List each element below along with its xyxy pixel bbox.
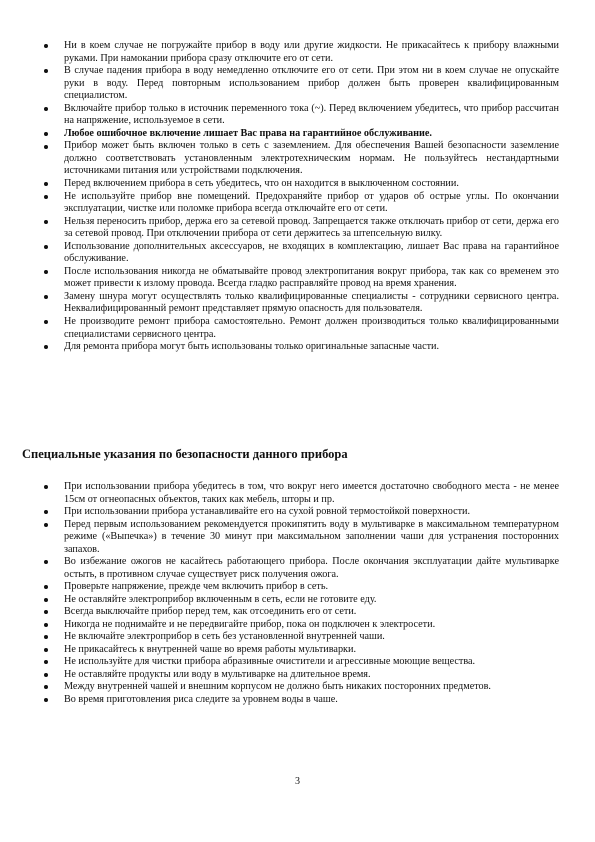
list-item: Для ремонта прибора могут быть использованы только оригинальные запасные части. bbox=[44, 341, 559, 354]
section-heading: Специальные указания по безопасности данного прибора bbox=[22, 447, 348, 461]
bullet-icon bbox=[44, 635, 48, 639]
bullet-icon bbox=[44, 648, 48, 652]
bullet-icon bbox=[44, 270, 48, 274]
page-number: 3 bbox=[295, 776, 300, 787]
list-item-warning: Любое ошибочное включение лишает Вас права на гарантийное обслуживание. bbox=[44, 128, 559, 141]
special-safety-list bbox=[44, 481, 559, 706]
list-item: Прибор может быть включен только в сеть с заземлением. Для обеспечения Вашей безопасности заземление должно соответствовать установленным электротехническим нормам. Не пользуйтесь нестандартными источниками питания или устройствами подключения. bbox=[44, 140, 559, 178]
bullet-icon bbox=[44, 523, 48, 527]
bullet-icon bbox=[44, 132, 48, 136]
bullet-icon bbox=[44, 182, 48, 186]
list-item: Никогда не поднимайте и не передвигайте прибор, пока он подключен к электросети. bbox=[44, 619, 559, 632]
list-item: Не включайте электроприбор в сеть без установленной внутренней чаши. bbox=[44, 631, 559, 644]
list-item: Включайте прибор только в источник переменного тока (~). Перед включением убедитесь, что прибор рассчитан на напряжение, используемое в сети. bbox=[44, 103, 559, 128]
bullet-icon bbox=[44, 145, 48, 149]
list-item: После использования никогда не обматывайте провод электропитания вокруг прибора, так как со временем это может привести к излому провода. Всегда гладко расправляйте провод на время хранения. bbox=[44, 266, 559, 291]
list-item: Не оставляйте электроприбор включенным в сеть, если не готовите еду. bbox=[44, 594, 559, 607]
bullet-icon bbox=[44, 220, 48, 224]
list-item: Замену шнура могут осуществлять только квалифицированные специалисты - сотрудники сервисного центра. Неквалифицированный ремонт представляет прямую опасность для пользователя. bbox=[44, 291, 559, 316]
list-item: Не прикасайтесь к внутренней чаше во время работы мультиварки. bbox=[44, 644, 559, 657]
bullet-icon bbox=[44, 610, 48, 614]
list-item: Не производите ремонт прибора самостоятельно. Ремонт должен производиться только квалифицированными специалистами сервисного центра. bbox=[44, 316, 559, 341]
bullet-icon bbox=[44, 660, 48, 664]
list-item: Нельзя переносить прибор, держа его за сетевой провод. Запрещается также отключать прибор от сети, держа его за сетевой провод. При отключении прибора от сети держитесь за штепсельную вилку. bbox=[44, 216, 559, 241]
list-item: Не используйте для чистки прибора абразивные очистители и агрессивные моющие вещества. bbox=[44, 656, 559, 669]
bullet-icon bbox=[44, 320, 48, 324]
bullet-icon bbox=[44, 44, 48, 48]
bullet-icon bbox=[44, 685, 48, 689]
bullet-icon bbox=[44, 673, 48, 677]
bullet-icon bbox=[44, 510, 48, 514]
safety-list bbox=[44, 40, 559, 354]
list-item: Всегда выключайте прибор перед тем, как отсоединить его от сети. bbox=[44, 606, 559, 619]
list-item: Использование дополнительных аксессуаров, не входящих в комплектацию, лишает Вас права на гарантийное обслуживание. bbox=[44, 241, 559, 266]
list-item: Не оставляйте продукты или воду в мультиварке на длительное время. bbox=[44, 669, 559, 682]
list-item: При использовании прибора устанавливайте его на сухой ровной термостойкой поверхности. bbox=[44, 506, 559, 519]
list-item: Между внутренней чашей и внешним корпусом не должно быть никаких посторонних предметов. bbox=[44, 681, 559, 694]
list-item: Не используйте прибор вне помещений. Предохраняйте прибор от ударов об острые углы. По окончании эксплуатации, чистке или поломке прибора всегда отключайте его от сети. bbox=[44, 191, 559, 216]
list-item: В случае падения прибора в воду немедленно отключите его от сети. При этом ни в коем случае не опускайте руки в воду. Перед повторным использованием прибор должен быть проверен квалифицированным специалистом. bbox=[44, 65, 559, 103]
bullet-icon bbox=[44, 485, 48, 489]
bullet-icon bbox=[44, 345, 48, 349]
bullet-icon bbox=[44, 195, 48, 199]
bullet-icon bbox=[44, 598, 48, 602]
bullet-icon bbox=[44, 623, 48, 627]
list-item: Перед первым использованием рекомендуется прокипятить воду в мультиварке в максимальном температурном режиме («Выпечка») в течение 30 минут при максимальном заполнении чаши для устранения посторонних запахов. bbox=[44, 519, 559, 557]
bullet-icon bbox=[44, 295, 48, 299]
bullet-icon bbox=[44, 560, 48, 564]
list-item: При использовании прибора убедитесь в том, что вокруг него имеется достаточно свободного места - не менее 15см от огнеопасных объектов, таких как мебель, шторы и пр. bbox=[44, 481, 559, 506]
bullet-icon bbox=[44, 245, 48, 249]
bullet-icon bbox=[44, 69, 48, 73]
bullet-icon bbox=[44, 698, 48, 702]
list-item: Во избежание ожогов не касайтесь работающего прибора. После окончания эксплуатации дайте мультиварке остыть, в противном случае существует риск получения ожога. bbox=[44, 556, 559, 581]
bullet-icon bbox=[44, 107, 48, 111]
list-item: Ни в коем случае не погружайте прибор в воду или другие жидкости. Не прикасайтесь к прибору влажными руками. При намокании прибора сразу отключите его от сети. bbox=[44, 40, 559, 65]
list-item: Проверьте напряжение, прежде чем включить прибор в сеть. bbox=[44, 581, 559, 594]
list-item: Во время приготовления риса следите за уровнем воды в чаше. bbox=[44, 694, 559, 707]
list-item: Перед включением прибора в сеть убедитесь, что он находится в выключенном состоянии. bbox=[44, 178, 559, 191]
bullet-icon bbox=[44, 585, 48, 589]
